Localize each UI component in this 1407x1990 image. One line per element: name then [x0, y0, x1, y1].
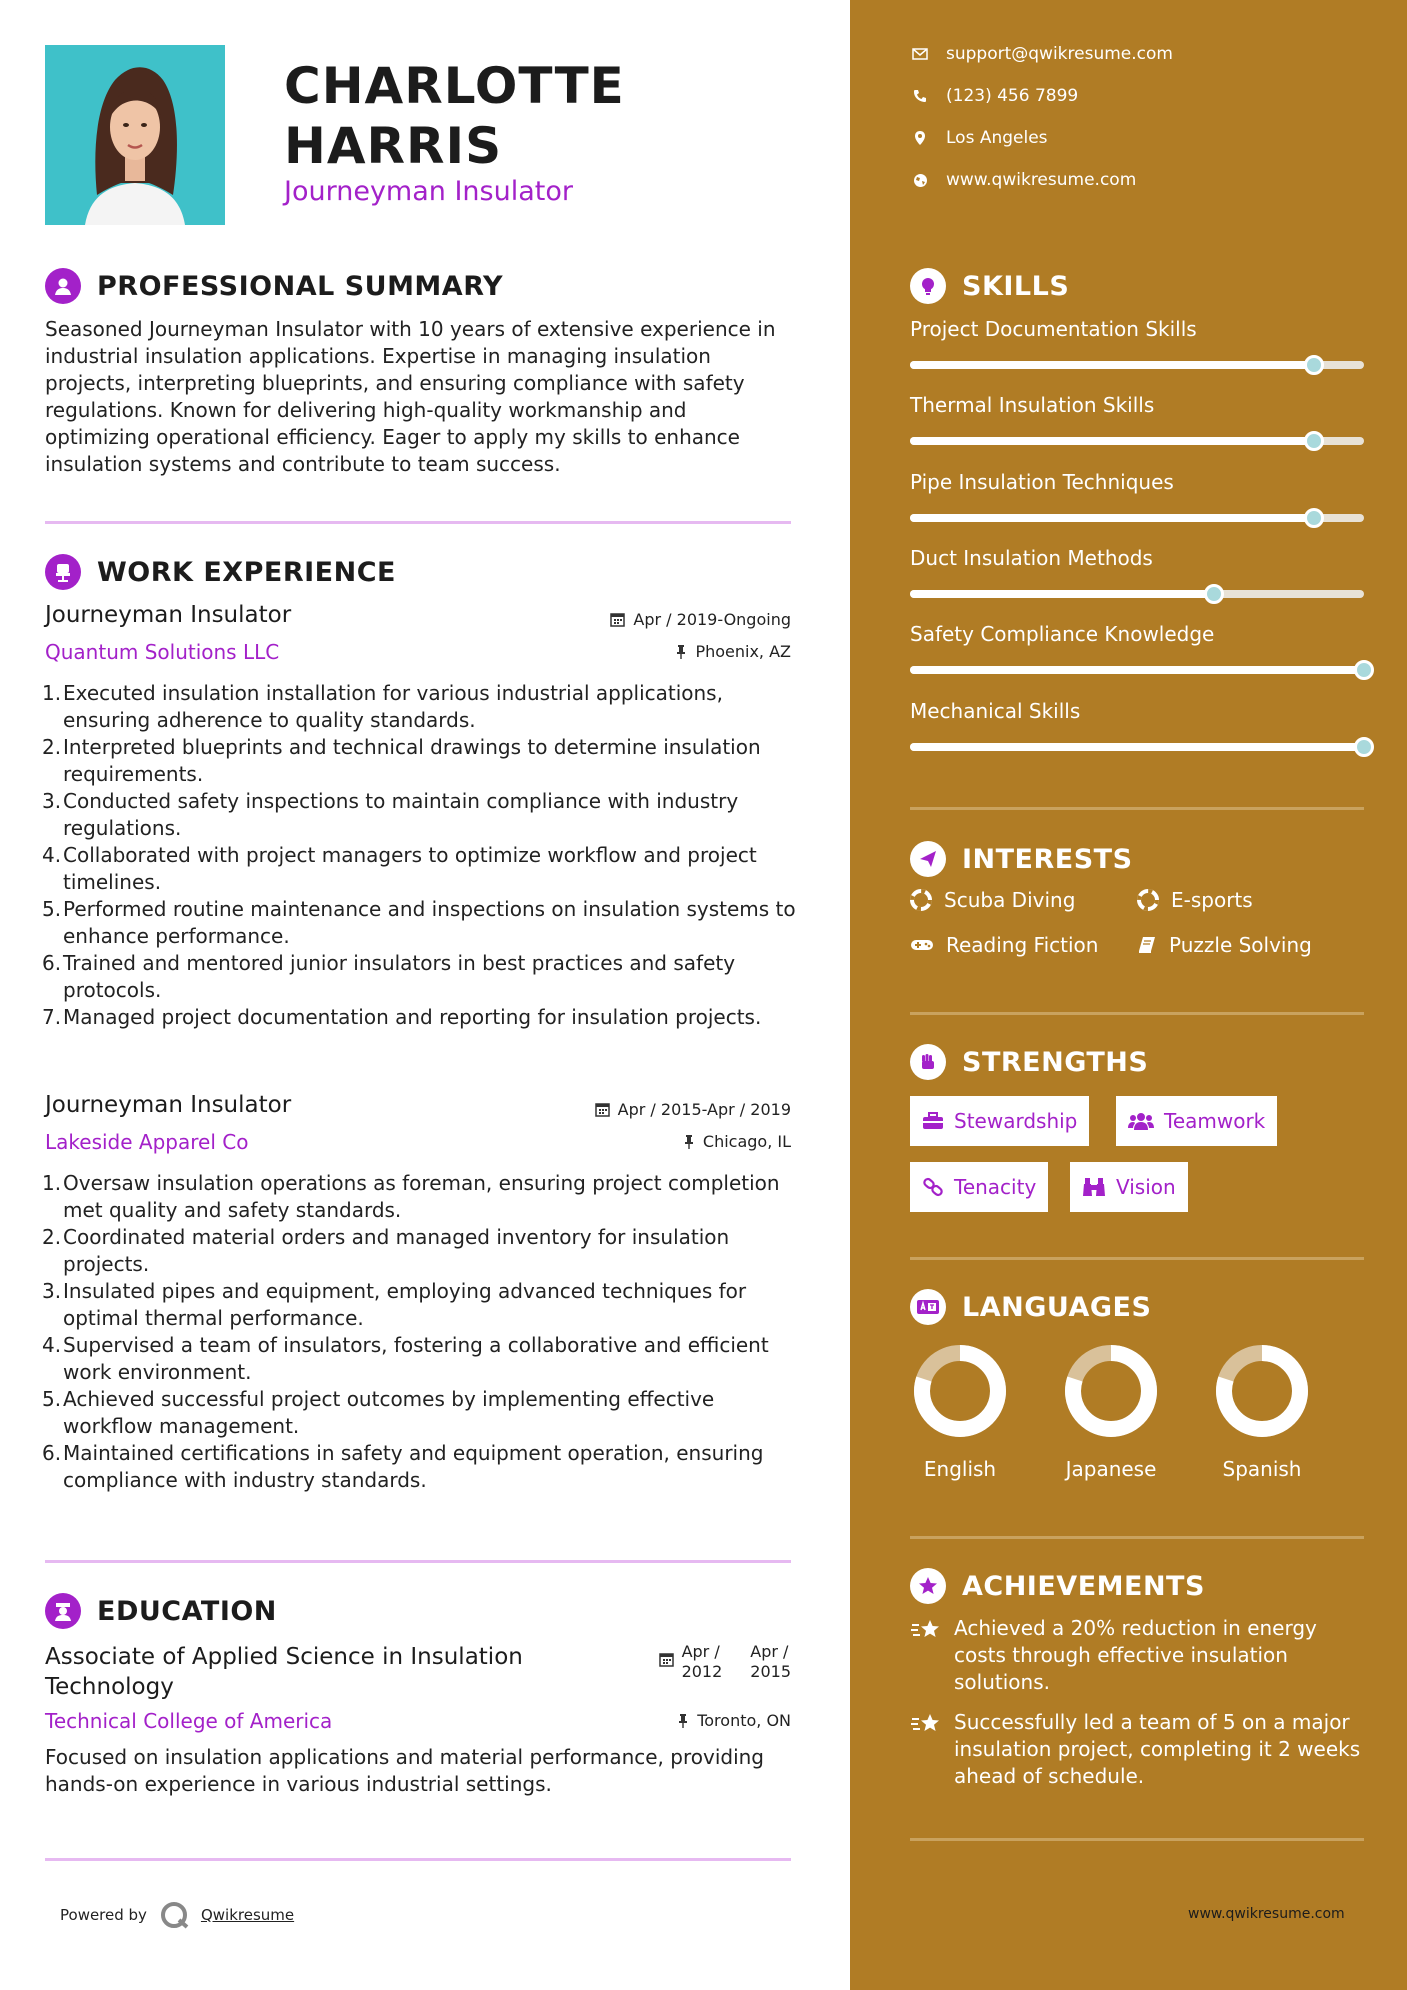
- website-text: www.qwikresume.com: [946, 170, 1137, 190]
- skill-bar-knob: [1354, 737, 1374, 757]
- end-month: Apr /: [750, 1642, 789, 1661]
- skill-bar-knob: [1354, 660, 1374, 680]
- skill-bar-knob: [1204, 584, 1224, 604]
- list-item: 7. Managed project documentation and reporting for insulation projects.: [42, 1005, 762, 1029]
- contact-phone[interactable]: [910, 86, 1078, 106]
- divider: [910, 1012, 1364, 1015]
- paper-plane-icon: [910, 841, 946, 877]
- strength-tag: [1070, 1162, 1188, 1212]
- graduate-icon: [45, 1593, 81, 1629]
- list-item: 5. Performed routine maintenance and inspections on insulation systems to enhance performance.: [42, 897, 796, 948]
- map-marker-icon: [910, 130, 930, 146]
- users-icon: [1128, 1111, 1154, 1131]
- list-item: 2. Interpreted blueprints and technical drawings to determine insulation requirements.: [42, 735, 761, 786]
- interest-item: [910, 888, 1075, 912]
- strength-label: Vision: [1116, 1175, 1176, 1199]
- language-item: [900, 1343, 1020, 1481]
- strengths-heading: [910, 1044, 1148, 1080]
- footer-website[interactable]: www.qwikresume.com: [1188, 1906, 1345, 1922]
- duties-list: [36, 680, 796, 1031]
- list-item: 6. Maintained certifications in safety and equipment operation, ensuring compliance with industry standards.: [42, 1441, 764, 1492]
- globe-icon: [910, 173, 930, 188]
- list-item: 1. Executed insulation installation for various industrial applications, ensuring adherence to quality standards.: [42, 681, 723, 732]
- profile-photo: [45, 45, 225, 225]
- achievement-item: [910, 1709, 1370, 1790]
- summary-text: Seasoned Journeyman Insulator with 10 years of extensive experience in industrial insulation applications. Expertise in managing insulation projects, interpreting blueprints, and ensuring compliance with safety regulations. Known for delivering high-quality workmanship and optimizing operational efficiency. Eager to apply my skills to enhance insulation systems and contribute to team success.: [45, 317, 776, 476]
- education-title: EDUCATION: [97, 1595, 277, 1627]
- achievement-text: Achieved a 20% reduction in energy costs through effective insulation solutions.: [954, 1616, 1317, 1694]
- company-name: Lakeside Apparel Co: [45, 1130, 249, 1154]
- education-location-text: Toronto, ON: [697, 1711, 791, 1730]
- skill-bar: [910, 666, 1364, 674]
- skill-bar-knob: [1304, 431, 1324, 451]
- job-date-text: Apr / 2019-Ongoing: [633, 610, 791, 629]
- skill-label: Safety Compliance Knowledge: [910, 622, 1215, 646]
- job-role: Journeyman Insulator: [284, 176, 573, 207]
- skill-bar-fill: [910, 666, 1364, 674]
- pin-icon: [675, 644, 687, 659]
- contact-website[interactable]: [910, 170, 1136, 190]
- education-start: [682, 1642, 723, 1682]
- list-item: 2. Coordinated material orders and managed inventory for insulation projects.: [42, 1225, 730, 1276]
- job-title: Journeyman Insulator: [45, 602, 292, 628]
- language-name: English: [923, 1457, 997, 1481]
- divider: [45, 521, 791, 524]
- job-location: [675, 642, 791, 661]
- language-item: [1051, 1343, 1171, 1481]
- book-icon: [1137, 935, 1157, 955]
- contact-location: [910, 128, 1048, 148]
- strengths-title: STRENGTHS: [962, 1046, 1149, 1078]
- summary-heading: [45, 268, 503, 304]
- calendar-icon: [659, 1652, 674, 1667]
- achievement-text: Successfully led a team of 5 on a major insulation project, completing it 2 weeks ahead of schedule.: [954, 1710, 1361, 1788]
- divider: [45, 1858, 791, 1861]
- star-burst-icon: [910, 1615, 944, 1696]
- strength-tag: [1116, 1096, 1277, 1146]
- strength-label: Teamwork: [1164, 1109, 1266, 1133]
- achievements-title: ACHIEVEMENTS: [962, 1570, 1205, 1602]
- skill-bar: [910, 361, 1364, 369]
- binoculars-icon: [1082, 1177, 1106, 1197]
- life-ring-icon: [1137, 889, 1159, 911]
- job-date: [595, 1100, 791, 1119]
- skill-bar-fill: [910, 743, 1364, 751]
- degree-line-2: Technology: [45, 1674, 174, 1700]
- job-date: [610, 610, 791, 629]
- end-year: 2015: [750, 1662, 791, 1681]
- powered-by-label: Powered by: [60, 1906, 147, 1924]
- star-icon: [910, 1568, 946, 1604]
- company-name: Quantum Solutions LLC: [45, 640, 280, 664]
- skill-label: Project Documentation Skills: [910, 317, 1197, 341]
- interest-label: Reading Fiction: [946, 933, 1099, 957]
- job-location-text: Chicago, IL: [702, 1132, 791, 1151]
- skill-bar-fill: [910, 361, 1314, 369]
- list-item: 6. Trained and mentored junior insulators in best practices and safety protocols.: [42, 951, 736, 1002]
- education-location: [677, 1711, 791, 1730]
- divider: [45, 1560, 791, 1563]
- languages-title: LANGUAGES: [962, 1291, 1152, 1323]
- skill-bar-fill: [910, 437, 1314, 445]
- qwikresume-link[interactable]: Qwikresume: [200, 1906, 295, 1924]
- strength-tag: [910, 1162, 1048, 1212]
- skill-bar: [910, 514, 1364, 522]
- translate-icon: [910, 1289, 946, 1325]
- skill-label: Thermal Insulation Skills: [910, 393, 1155, 417]
- skill-bar-fill: [910, 514, 1314, 522]
- education-heading: [45, 1593, 277, 1629]
- footer-powered-by: [60, 1900, 294, 1930]
- sidebar: [850, 0, 1407, 1990]
- envelope-icon: [910, 48, 930, 60]
- skill-label: Duct Insulation Methods: [910, 546, 1153, 570]
- language-name: Spanish: [1222, 1457, 1302, 1481]
- star-burst-icon: [910, 1709, 944, 1790]
- list-item: 5. Achieved successful project outcomes by implementing effective workflow management.: [42, 1387, 715, 1438]
- list-item: 3. Conducted safety inspections to maintain compliance with industry regulations.: [42, 789, 739, 840]
- education-end: [750, 1642, 791, 1682]
- link-icon: [922, 1176, 944, 1198]
- list-item: 1. Oversaw insulation operations as foreman, ensuring project completion met quality and safety standards.: [42, 1171, 780, 1222]
- interests-heading: [910, 841, 1133, 877]
- pin-icon: [683, 1134, 695, 1149]
- gamepad-icon: [910, 937, 934, 953]
- phone-icon: [910, 89, 930, 103]
- strength-tag: [910, 1096, 1089, 1146]
- experience-heading: [45, 554, 396, 590]
- skills-heading: [910, 268, 1069, 304]
- interest-item: [1137, 888, 1253, 912]
- degree-line-1: Associate of Applied Science in Insulation: [45, 1644, 523, 1670]
- life-ring-icon: [910, 889, 932, 911]
- language-ring: [912, 1343, 1008, 1439]
- phone-text: (123) 456 7899: [946, 86, 1079, 106]
- divider: [910, 1257, 1364, 1260]
- list-item: 4. Collaborated with project managers to optimize workflow and project timelines.: [42, 843, 757, 894]
- job-date-text: Apr / 2015-Apr / 2019: [617, 1100, 791, 1119]
- fist-icon: [910, 1044, 946, 1080]
- strength-label: Stewardship: [954, 1109, 1078, 1133]
- email-text: support@qwikresume.com: [946, 44, 1173, 64]
- education-text: Focused on insulation applications and material performance, providing hands-on experience in various industrial settings.: [45, 1745, 765, 1796]
- summary-title: PROFESSIONAL SUMMARY: [97, 270, 504, 302]
- language-ring: [1214, 1343, 1310, 1439]
- briefcase-chair-icon: [45, 554, 81, 590]
- education-dates: [659, 1642, 791, 1682]
- start-year: 2012: [681, 1662, 723, 1681]
- lightbulb-icon: [910, 268, 946, 304]
- name-line-2: HARRIS: [284, 117, 503, 175]
- skill-bar-fill: [910, 590, 1214, 598]
- strength-label: Tenacity: [954, 1175, 1037, 1199]
- duties-list: [36, 1170, 796, 1494]
- calendar-icon: [595, 1102, 610, 1117]
- achievement-item: [910, 1615, 1370, 1696]
- qwikresume-logo-icon: [159, 1900, 193, 1930]
- skills-title: SKILLS: [962, 270, 1070, 302]
- contact-email[interactable]: [910, 44, 1173, 64]
- divider: [910, 1536, 1364, 1539]
- user-icon: [45, 268, 81, 304]
- calendar-icon: [610, 612, 625, 627]
- school-name: Technical College of America: [45, 1709, 333, 1733]
- list-item: 3. Insulated pipes and equipment, employing advanced techniques for optimal thermal performance.: [42, 1279, 747, 1330]
- language-item: [1202, 1343, 1322, 1481]
- interest-item: [1137, 933, 1312, 957]
- divider: [910, 807, 1364, 810]
- job-location: [683, 1132, 791, 1151]
- interest-item: [910, 933, 1098, 957]
- toolbox-icon: [922, 1112, 944, 1130]
- start-month: Apr /: [681, 1642, 720, 1661]
- experience-title: WORK EXPERIENCE: [97, 556, 396, 588]
- skill-bar: [910, 743, 1364, 751]
- language-ring: [1063, 1343, 1159, 1439]
- interest-label: Scuba Diving: [944, 888, 1076, 912]
- name-line-1: CHARLOTTE: [284, 57, 625, 115]
- skill-bar-knob: [1304, 355, 1324, 375]
- skill-bar: [910, 437, 1364, 445]
- skill-bar-knob: [1304, 508, 1324, 528]
- skill-bar: [910, 590, 1364, 598]
- skill-label: Pipe Insulation Techniques: [910, 470, 1174, 494]
- candidate-name: [284, 56, 625, 176]
- degree-title: [45, 1642, 523, 1702]
- achievements-heading: [910, 1568, 1205, 1604]
- language-name: Japanese: [1065, 1457, 1157, 1481]
- job-title: Journeyman Insulator: [45, 1092, 292, 1118]
- interests-title: INTERESTS: [962, 843, 1133, 875]
- job-location-text: Phoenix, AZ: [695, 642, 791, 661]
- interest-label: Puzzle Solving: [1169, 933, 1312, 957]
- interest-label: E-sports: [1171, 888, 1253, 912]
- divider: [910, 1838, 1364, 1841]
- languages-heading: [910, 1289, 1151, 1325]
- location-text: Los Angeles: [946, 128, 1048, 148]
- list-item: 4. Supervised a team of insulators, fostering a collaborative and efficient work environment.: [42, 1333, 769, 1384]
- pin-icon: [677, 1713, 689, 1728]
- skill-label: Mechanical Skills: [910, 699, 1081, 723]
